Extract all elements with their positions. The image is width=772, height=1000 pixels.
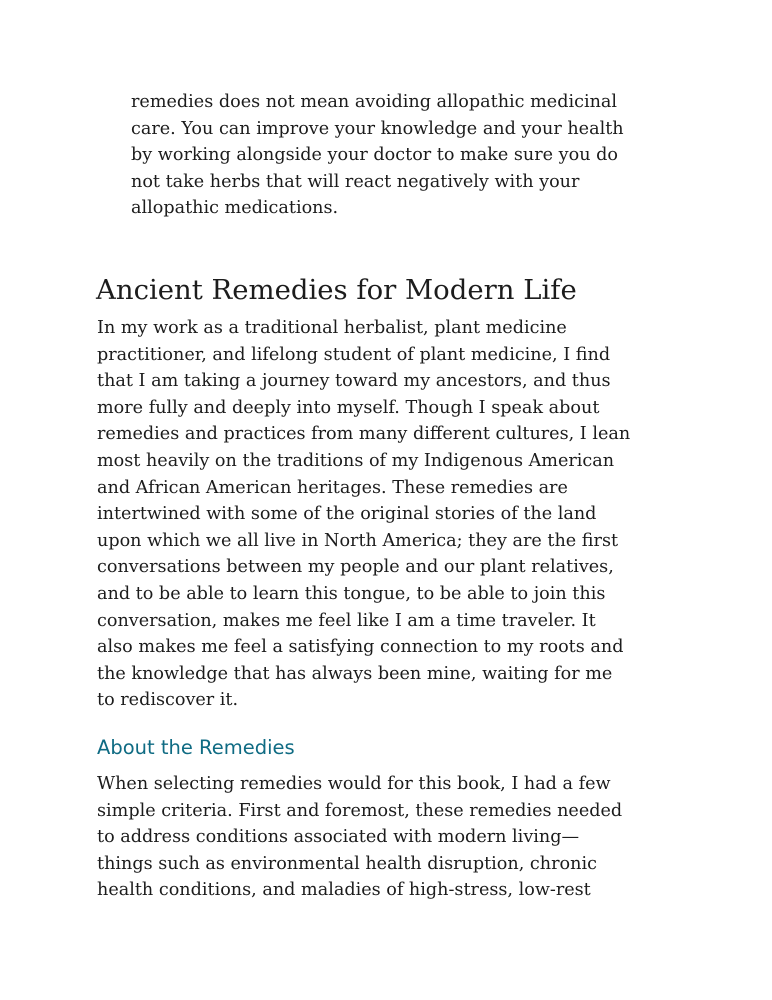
text-line: the knowledge that has always been mine, waiting for me (97, 663, 613, 684)
text-line: simple criteria. First and foremost, these remedies needed (97, 800, 623, 821)
text-line: health conditions, and maladies of high-stress, low-rest (97, 880, 591, 901)
text-line: to address conditions associated with modern living— (97, 827, 580, 848)
text-line: more fully and deeply into myself. Though I speak about (97, 397, 600, 418)
text-line: allopathic medications. (131, 198, 339, 219)
text-line: most heavily on the traditions of my Indigenous American (97, 450, 615, 471)
text-line: and African American heritages. These remedies are (97, 477, 568, 498)
text-line: conversations between my people and our plant relatives, (97, 557, 614, 578)
text-line: care. You can improve your knowledge and your health (131, 118, 624, 139)
text-line: In my work as a traditional herbalist, plant medicine (97, 318, 567, 338)
text-line: and to be able to learn this tongue, to be able to join this (97, 583, 606, 604)
text-line: remedies and practices from many different cultures, I lean (97, 424, 631, 445)
text-line: upon which we all live in North America; they are the first (97, 530, 619, 551)
text-line: practitioner, and lifelong student of plant medicine, I find (97, 344, 611, 365)
text-line: remedies does not mean avoiding allopathic medicinal (131, 92, 618, 112)
text-line: When selecting remedies would for this book, I had a few (97, 774, 611, 794)
text-line: that I am taking a journey toward my ancestors, and thus (97, 371, 611, 392)
text-line: things such as environmental health disruption, chronic (97, 853, 597, 874)
section-heading: Ancient Remedies for Modern Life (96, 274, 577, 306)
subsection-heading: About the Remedies (97, 736, 295, 759)
text-line: not take herbs that will react negatively with your (131, 171, 580, 192)
text-line: intertwined with some of the original stories of the land (97, 504, 597, 525)
text-line: by working alongside your doctor to make sure you do (131, 145, 618, 166)
indented-paragraph (131, 89, 691, 222)
body-paragraph (97, 771, 687, 904)
text-line: to rediscover it. (97, 690, 239, 711)
text-line: conversation, makes me feel like I am a time traveler. It (97, 610, 596, 631)
body-paragraph (97, 315, 687, 714)
text-line: also makes me feel a satisfying connection to my roots and (97, 637, 624, 658)
